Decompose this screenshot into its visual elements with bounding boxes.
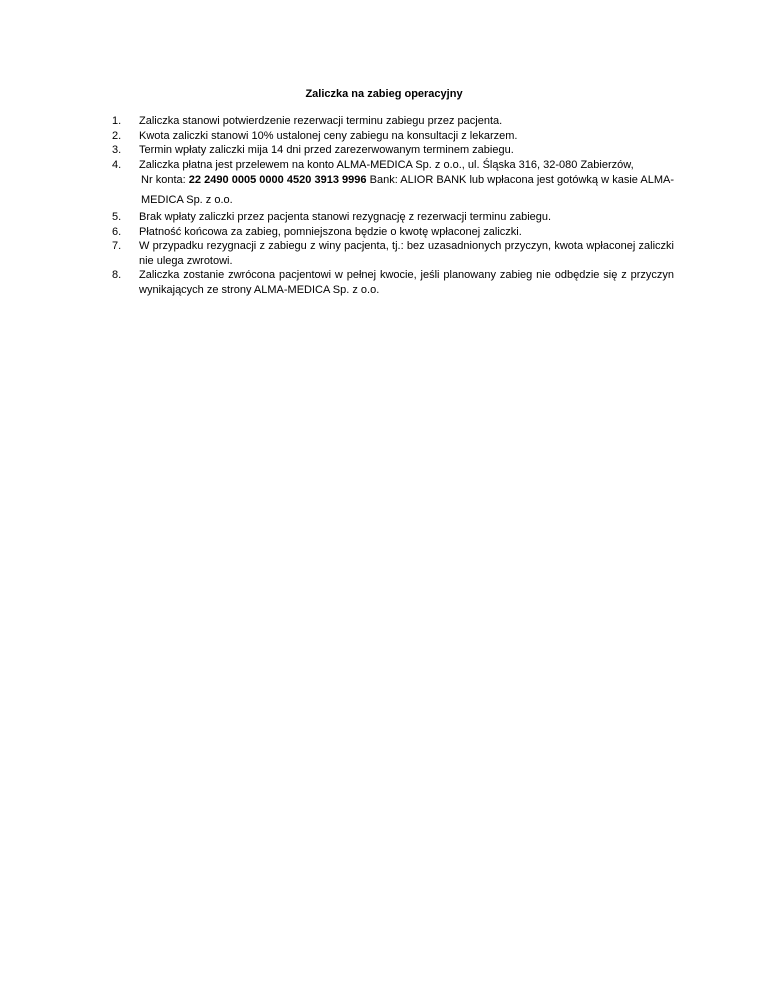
item-number: 5. bbox=[112, 211, 122, 223]
item-number: 1. bbox=[112, 115, 122, 127]
bank-account-number: 22 2490 0005 0000 4520 3913 9996 bbox=[188, 174, 367, 186]
list-item bbox=[112, 268, 674, 297]
item-number: 7. bbox=[112, 240, 122, 252]
list-item bbox=[112, 129, 674, 144]
list-item bbox=[112, 239, 674, 268]
item-number: 2. bbox=[112, 129, 122, 142]
document-title: Zaliczka na zabieg operacyjny bbox=[305, 88, 463, 100]
list-item bbox=[112, 114, 674, 129]
item-text: W przypadku rezygnacji z zabiegu z winy pacjenta, tj.: bez uzasadnionych przyczyn, kwota wpłaconej zaliczki nie ulega zwrotowi. bbox=[139, 240, 674, 267]
bank-account-line bbox=[139, 170, 674, 210]
item-text: Termin wpłaty zaliczki mija 14 dni przed zarezerwowanym terminem zabiegu. bbox=[139, 144, 514, 156]
item-text: Kwota zaliczki stanowi 10% ustalonej ceny zabiegu na konsultacji z lekarzem. bbox=[139, 129, 518, 142]
item-text: Płatność końcowa za zabieg, pomniejszona będzie o kwotę wpłaconej zaliczki. bbox=[139, 225, 522, 238]
item-text: Zaliczka płatna jest przelewem na konto ALMA-MEDICA Sp. z o.o., ul. Śląska 316, 32-080 Zabierzów, bbox=[139, 158, 634, 171]
list-item bbox=[112, 158, 674, 211]
item-number: 4. bbox=[112, 158, 122, 171]
list-item bbox=[112, 210, 674, 225]
item-text: Zaliczka stanowi potwierdzenie rezerwacji terminu zabiegu przez pacjenta. bbox=[139, 115, 503, 127]
item-number: 8. bbox=[112, 269, 122, 281]
bank-line-prefix: Nr konta: bbox=[141, 174, 189, 186]
list-item bbox=[112, 143, 674, 158]
item-text: Zaliczka zostanie zwrócona pacjentowi w pełnej kwocie, jeśli planowany zabieg nie odbędzie się z przyczyn wynikających ze strony ALMA-MEDICA Sp. z o.o. bbox=[139, 269, 674, 296]
bank-line-suffix: Bank: ALIOR BANK lub wpłacona jest gotówką w kasie ALMA-MEDICA Sp. z o.o. bbox=[141, 174, 674, 206]
list-item bbox=[112, 225, 674, 240]
terms-list bbox=[112, 114, 674, 297]
item-number: 6. bbox=[112, 225, 122, 238]
item-text: Brak wpłaty zaliczki przez pacjenta stanowi rezygnację z rezerwacji terminu zabiegu. bbox=[139, 211, 552, 223]
item-number: 3. bbox=[112, 144, 122, 156]
